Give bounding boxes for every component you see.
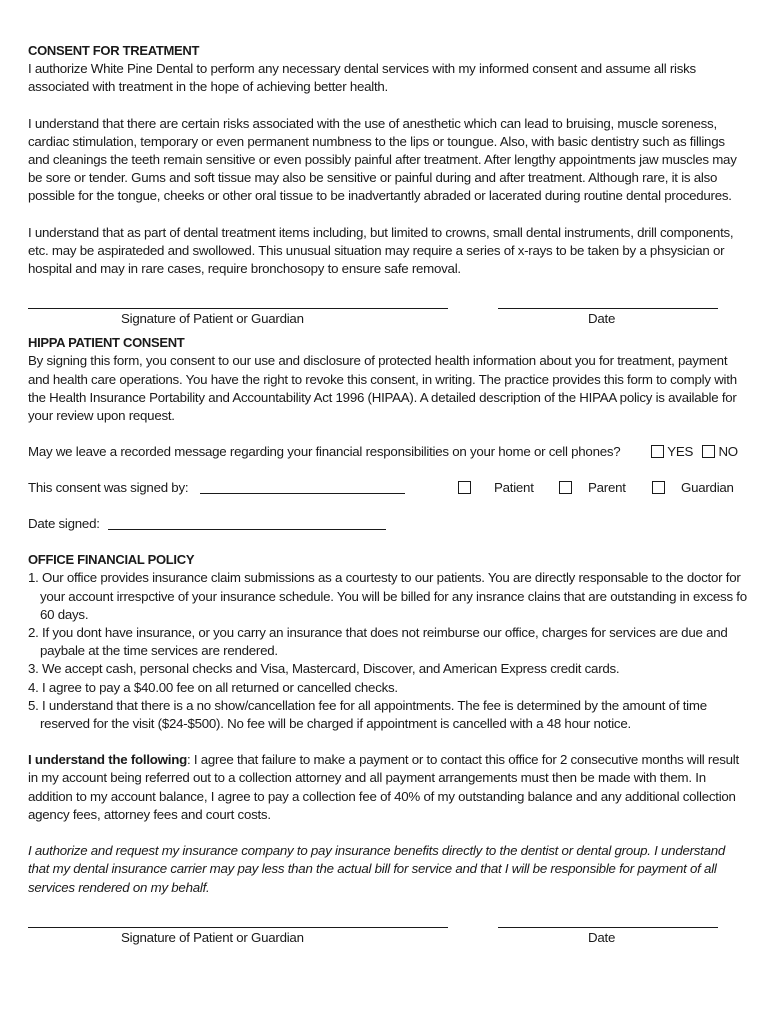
- consent-treatment-paragraph-2: I understand that there are certain risks associated with the use of anesthetic which can lead to bruising, muscle soreness, cardiac stimulation, temporary or even permanent numbness to the lips or toungue. Also, with basic dentistry such as fillings and cleanings the teeth remain sensitive or even possibly painful after treatment. After lengthy appointments jaw muscles may be sore or tender. Gums and soft tissue may also be sensitive or painful during and after treatment. Although rare, it is also possible for the tongue, cheeks or other oral tissue to be inadvertantly abraded or lacerated during routine dental procedures.: [28, 115, 737, 204]
- parent-checkbox[interactable]: [559, 481, 572, 494]
- date-line-2[interactable]: [498, 909, 718, 928]
- signature-caption-1: Signature of Patient or Guardian: [121, 311, 304, 327]
- signed-by-field[interactable]: [200, 479, 405, 494]
- no-checkbox[interactable]: [702, 445, 715, 458]
- message-question: May we leave a recorded message regarding your financial responsibilities on your home or cell phones?: [28, 444, 621, 460]
- signature-line-1[interactable]: [28, 290, 448, 309]
- signed-by-label: This consent was signed by:: [28, 480, 189, 496]
- financial-item-2: 2. If you dont have insurance, or you carry an insurance that does not reimburse our office, charges for services are due and paybale at the time services are rendered.: [28, 625, 728, 659]
- hipaa-paragraph: By signing this form, you consent to our use and disclosure of protected health information about you for treatment, payment and health care operations. You have the right to revoke this consent, in writing. The practice provides this form to comply with the Health Insurance Portability and Accountability Act 1996 (HIPAA). A detailed description of the HIPAA policy is available for your review upon request.: [28, 353, 737, 424]
- financial-item-5: 5. I understand that there is a no show/cancellation fee for all appointments. The fee is determined by the amount of time reserved for the visit ($24-$500). No fee will be charged if appointment is cancelled with a 48 hour notice.: [28, 697, 707, 732]
- financial-heading: OFFICE FINANCIAL POLICY: [28, 552, 195, 568]
- patient-label: Patient: [494, 480, 534, 496]
- parent-label: Parent: [588, 480, 626, 496]
- signature-line-2[interactable]: [28, 909, 448, 928]
- guardian-checkbox[interactable]: [652, 481, 665, 494]
- message-question-row: [28, 443, 748, 461]
- date-caption-1: Date: [588, 311, 616, 327]
- yes-label: YES: [667, 444, 694, 460]
- signature-row-2: [28, 909, 748, 947]
- date-signed-row: [28, 515, 748, 533]
- authorize-paragraph: I authorize and request my insurance company to pay insurance benefits directly to the dentist or dental group. I understand that my dental insurance carrier may pay less than the actual bill for service and that I will be responsible for payment of all services rendered on my behalf.: [28, 843, 726, 895]
- consent-treatment-paragraph-1: I authorize White Pine Dental to perform any necessary dental services with my informed consent and assume all risks associated with treatment in the hope of achieving better health.: [28, 61, 696, 95]
- hipaa-heading: HIPPA PATIENT CONSENT: [28, 335, 185, 351]
- consent-form: [28, 42, 748, 947]
- signature-row-1: [28, 290, 748, 328]
- no-label: NO: [718, 444, 738, 460]
- guardian-label: Guardian: [681, 480, 734, 496]
- consent-treatment-paragraph-3: I understand that as part of dental treatment items including, but limited to crowns, small dental instruments, drill components, etc. may be aspirateded and swollowed. This unusual situation may require a series of x-rays to be taken by a phsysician or hospital and may in rare cases, require bronchosopy to ensure safe removal.: [28, 224, 734, 277]
- date-line-1[interactable]: [498, 290, 718, 309]
- date-signed-label: Date signed:: [28, 516, 100, 532]
- yes-checkbox[interactable]: [651, 445, 664, 458]
- signed-by-row: [28, 479, 748, 497]
- financial-item-4: 4. I agree to pay a $40.00 fee on all returned or cancelled checks.: [28, 679, 398, 695]
- understand-text: : I agree that failure to make a payment or to contact this office for 2 consecutive months will result in my account being referred out to a collection attorney and all payment arrangements must then be made with them. In addition to my account balance, I agree to pay a collection fee of 40% of my outstanding balance and any additional collection agency fees, attorney fees and court costs.: [28, 752, 739, 822]
- patient-checkbox[interactable]: [458, 481, 471, 494]
- consent-treatment-heading: CONSENT FOR TREATMENT: [28, 43, 200, 58]
- understand-bold: I understand the following: [28, 752, 187, 768]
- financial-item-3: 3. We accept cash, personal checks and Visa, Mastercard, Discover, and American Express credit cards.: [28, 661, 620, 677]
- understand-paragraph: [28, 751, 748, 824]
- date-signed-field[interactable]: [108, 515, 386, 530]
- financial-item-1: 1. Our office provides insurance claim submissions as a courtesty to our patients. You are directly responsable to the doctor for your account irrespctive of your insurance schedule. You will be billed for any insrance clains that are outstanding in excess fo 60 days.: [28, 570, 747, 622]
- signature-caption-2: Signature of Patient or Guardian: [121, 929, 304, 945]
- date-caption-2: Date: [588, 929, 616, 945]
